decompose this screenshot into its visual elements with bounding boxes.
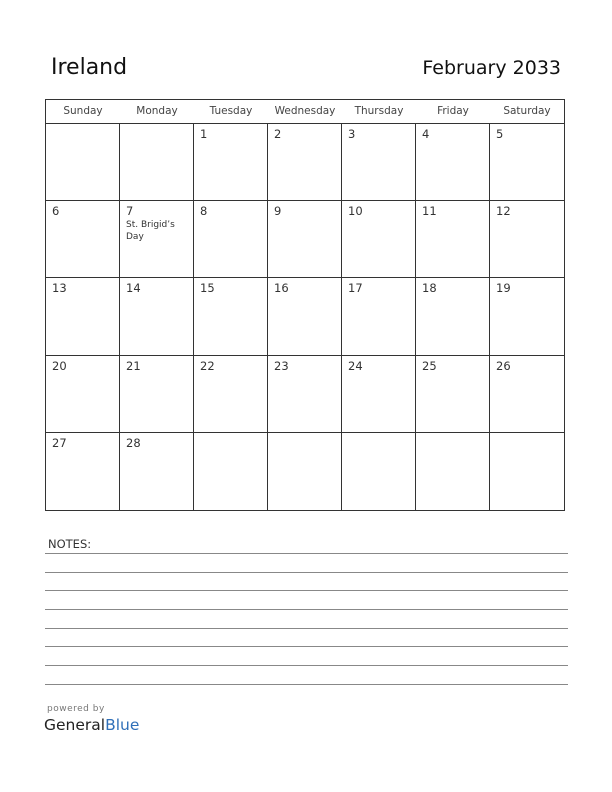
weekday-saturday: Saturday	[503, 105, 551, 117]
day-number: 18	[422, 281, 437, 296]
day-cell[interactable]	[416, 356, 490, 433]
weekday-header-row	[46, 100, 564, 124]
day-number: 27	[52, 435, 67, 450]
day-cell[interactable]	[268, 201, 342, 278]
day-number: 21	[126, 358, 141, 373]
day-cell[interactable]	[490, 201, 564, 278]
day-cell[interactable]	[342, 124, 416, 201]
day-number: 12	[496, 204, 511, 219]
brand-general: General	[44, 716, 106, 734]
day-cell[interactable]	[268, 278, 342, 355]
day-cell[interactable]	[342, 278, 416, 355]
day-cell[interactable]	[46, 278, 120, 355]
day-cell[interactable]	[268, 124, 342, 201]
holiday-label: St. Brigid’s Day	[126, 220, 175, 243]
day-number: 7	[126, 204, 134, 219]
day-number: 17	[348, 281, 363, 296]
day-number: 11	[422, 204, 437, 219]
calendar-body	[46, 124, 564, 510]
day-cell[interactable]	[490, 356, 564, 433]
weekday-wednesday: Wednesday	[274, 105, 336, 117]
day-cell[interactable]	[46, 356, 120, 433]
weekday-thursday: Thursday	[354, 105, 404, 117]
day-number: 5	[496, 127, 504, 141]
country-title: Ireland	[51, 55, 128, 80]
calendar-grid	[45, 99, 565, 511]
note-line	[45, 628, 568, 629]
day-cell[interactable]	[342, 433, 416, 510]
note-line	[45, 646, 568, 647]
day-cell[interactable]	[490, 433, 564, 510]
day-number: 20	[52, 358, 67, 373]
day-cell[interactable]	[194, 433, 268, 510]
day-cell[interactable]	[46, 124, 120, 201]
day-cell[interactable]	[490, 278, 564, 355]
day-cell[interactable]	[194, 124, 268, 201]
day-number: 2	[274, 127, 282, 141]
weekday-sunday: Sunday	[63, 105, 103, 117]
day-cell[interactable]	[342, 201, 416, 278]
day-number: 15	[200, 281, 215, 296]
day-number: 19	[496, 281, 511, 296]
powered-by-text: powered by	[47, 704, 105, 714]
day-cell[interactable]	[120, 356, 194, 433]
day-cell[interactable]	[46, 433, 120, 510]
day-cell[interactable]	[120, 201, 194, 278]
month-year-title: February 2033	[422, 57, 561, 79]
day-number: 8	[200, 204, 208, 219]
day-number: 1	[200, 127, 208, 141]
note-line	[45, 609, 568, 610]
generalblue-logo[interactable]	[44, 716, 139, 734]
weekday-friday: Friday	[437, 105, 469, 117]
weekday-monday: Monday	[136, 105, 178, 117]
brand-blue: Blue	[105, 716, 140, 734]
weekday-tuesday: Tuesday	[209, 105, 253, 117]
day-number: 26	[496, 358, 511, 373]
day-number: 14	[126, 281, 141, 296]
day-number: 10	[348, 204, 363, 219]
day-number: 22	[200, 358, 215, 373]
note-line	[45, 590, 568, 591]
note-line	[45, 553, 568, 554]
day-number: 25	[422, 358, 437, 373]
day-cell[interactable]	[120, 124, 194, 201]
day-number: 16	[274, 281, 289, 296]
day-cell[interactable]	[268, 433, 342, 510]
day-number: 28	[126, 435, 141, 450]
day-cell[interactable]	[120, 278, 194, 355]
day-cell[interactable]	[416, 124, 490, 201]
day-cell[interactable]	[416, 201, 490, 278]
day-cell[interactable]	[194, 278, 268, 355]
day-cell[interactable]	[268, 356, 342, 433]
note-line	[45, 572, 568, 573]
day-cell[interactable]	[342, 356, 416, 433]
day-cell[interactable]	[194, 356, 268, 433]
day-number: 23	[274, 358, 289, 373]
day-number: 24	[348, 358, 363, 373]
day-cell[interactable]	[46, 201, 120, 278]
day-number: 3	[348, 127, 356, 141]
day-cell[interactable]	[194, 201, 268, 278]
day-cell[interactable]	[416, 433, 490, 510]
day-number: 4	[422, 127, 430, 141]
note-line	[45, 665, 568, 666]
day-number: 6	[52, 204, 60, 219]
note-line	[45, 684, 568, 685]
day-number: 9	[274, 204, 282, 219]
day-cell[interactable]	[120, 433, 194, 510]
day-cell[interactable]	[416, 278, 490, 355]
day-number: 13	[52, 281, 67, 296]
day-cell[interactable]	[490, 124, 564, 201]
notes-label: NOTES:	[48, 537, 92, 551]
